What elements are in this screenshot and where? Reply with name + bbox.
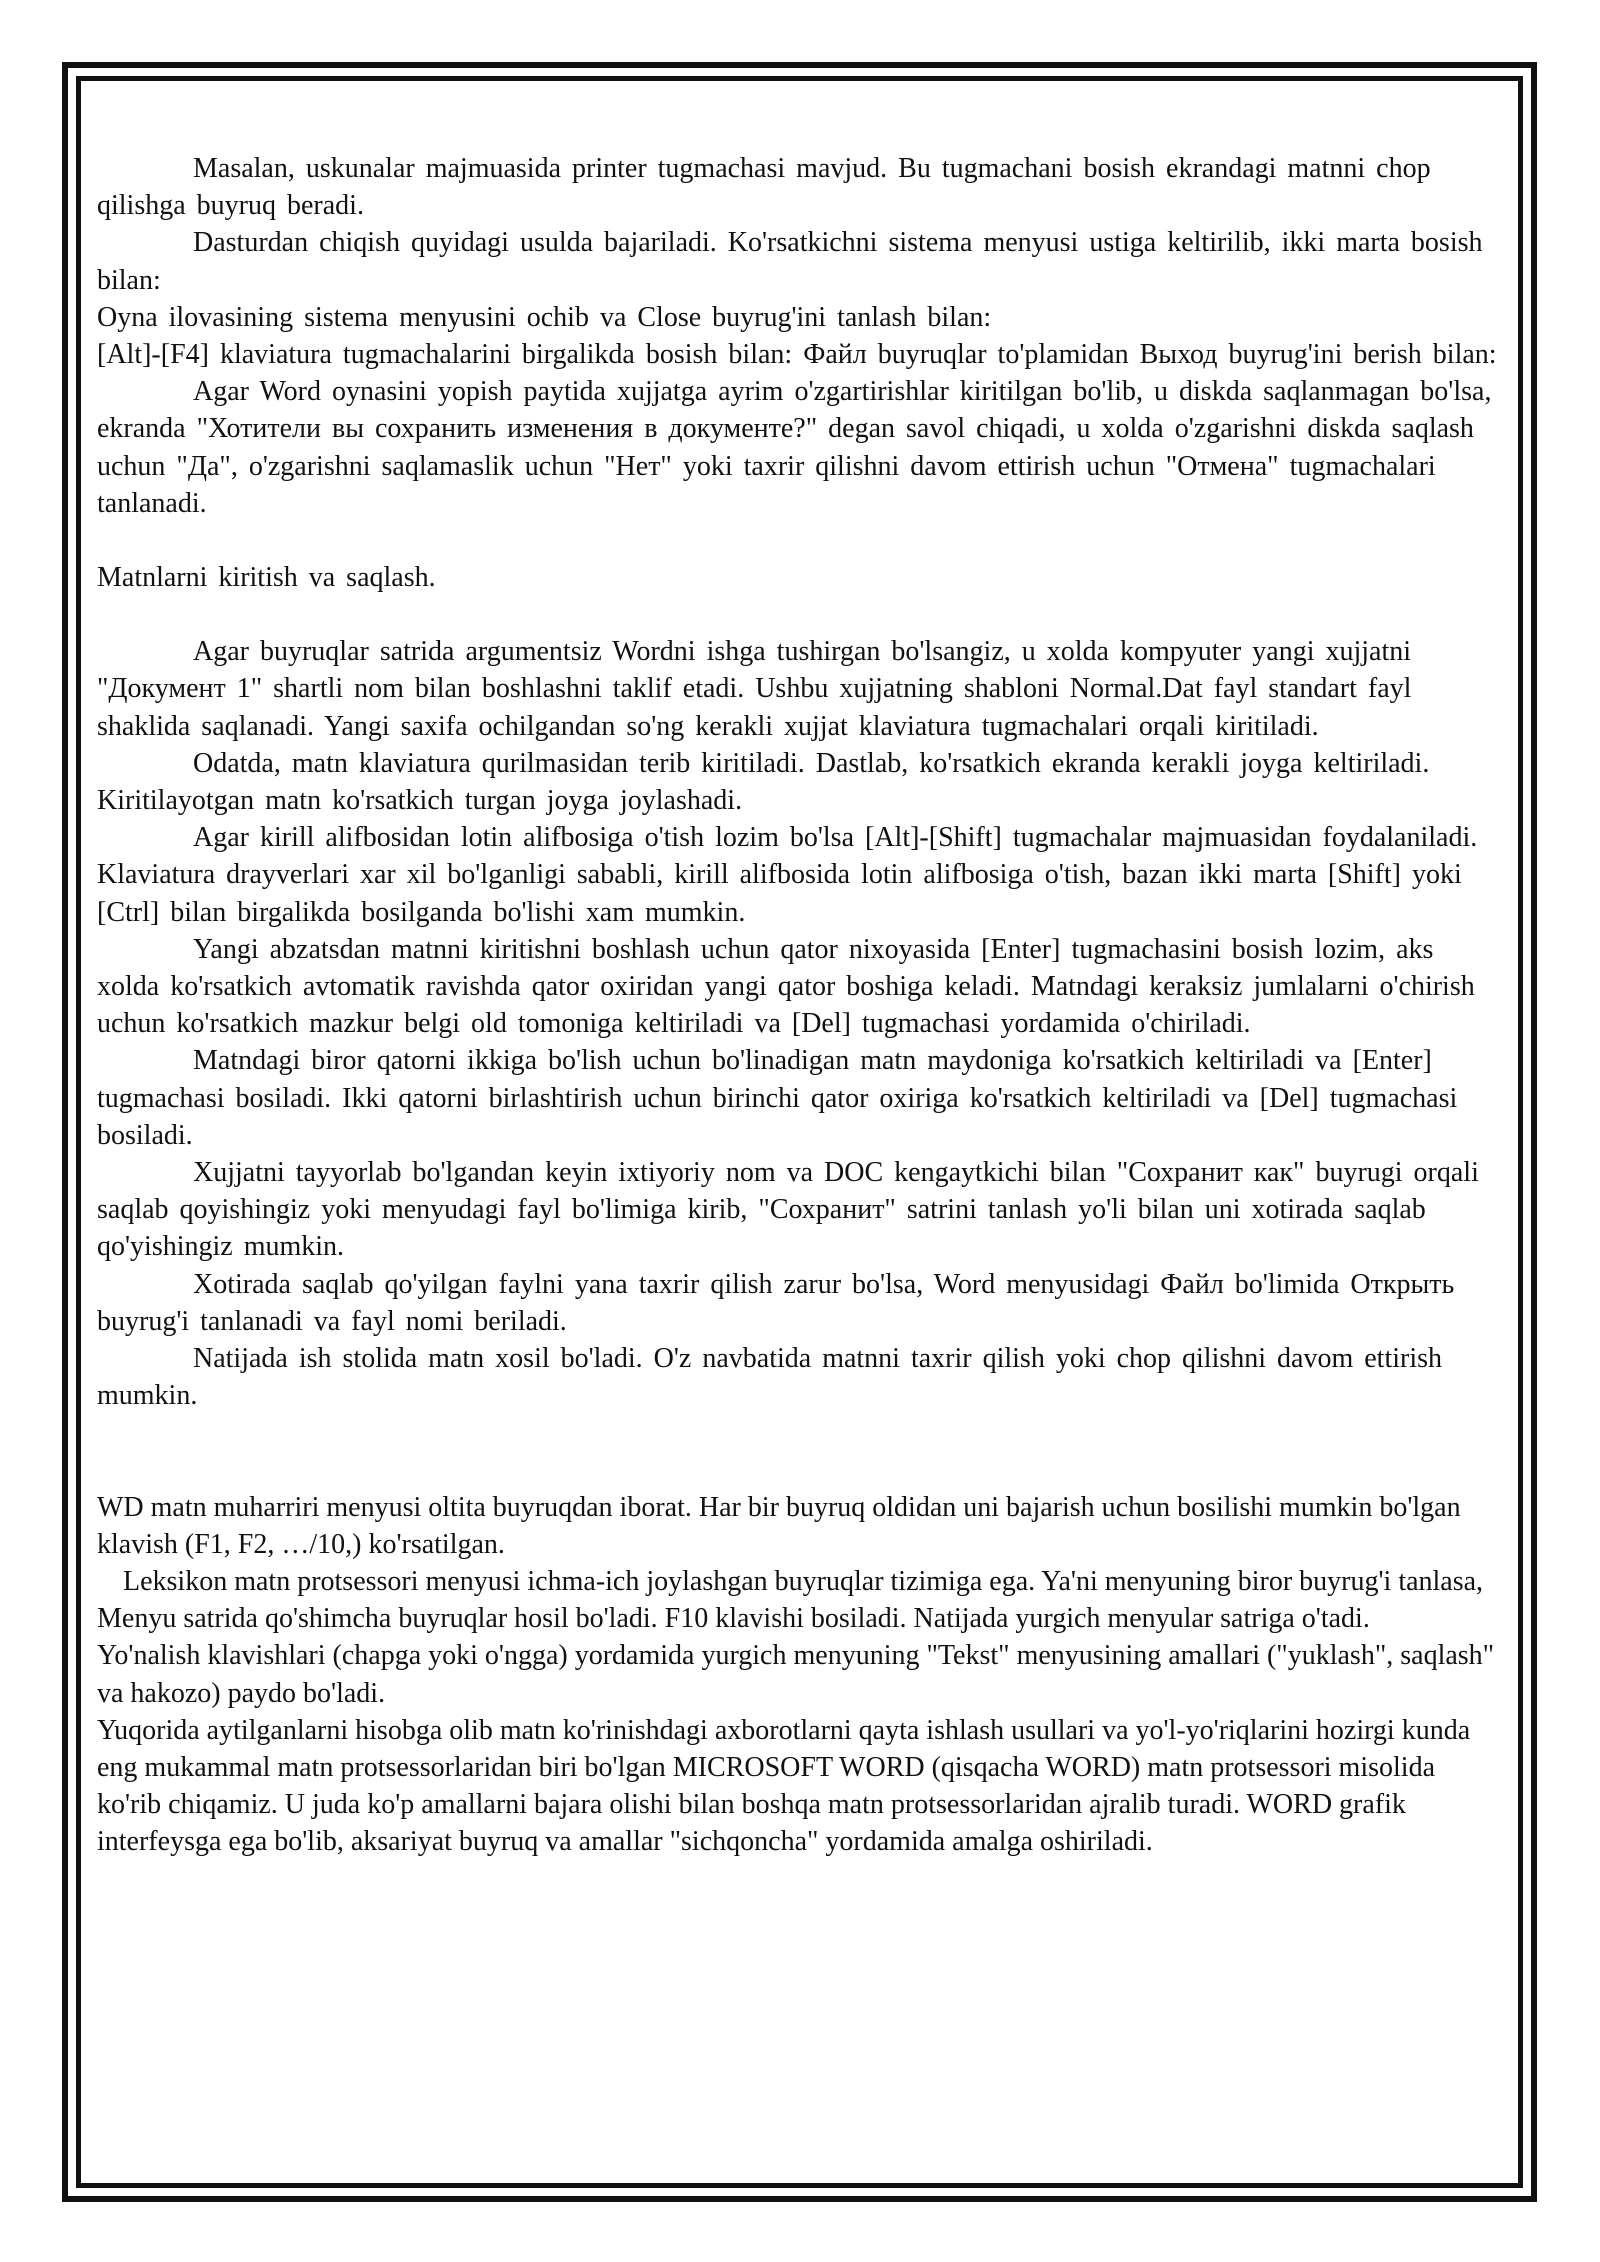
document-body — [97, 150, 1505, 1861]
document-section-word-basics — [97, 150, 1505, 1415]
paragraph-exit-program: Dasturdan chiqish quyidagi usulda bajariladi. Ko'rsatkichni sistema menyusi ustiga keltirilib, ikki marta bosish bilan: — [97, 227, 1483, 296]
spacer — [97, 596, 1505, 633]
paragraph-leksikon: Leksikon matn protsessori menyusi ichma-ich joylashgan buyruqlar tizimiga ega. Ya'ni menyuning biror buyrug'i tanlasa, Menyu satrida qo'shimcha buyruqlar hosil bo'ladi. F10 klavishi bosiladi. Natijada yurgich menyular satriga o'tadi. — [97, 1565, 1484, 1635]
paragraph-arrow-keys: Yo'nalish klavishlari (chapga yoki o'ngga) yordamida yurgich menyuning "Tekst" menyusining amallari ("yuklash", saqlash" va hakozo) paydo bo'ladi. — [97, 1640, 1495, 1709]
document-section-editors — [97, 1489, 1505, 1861]
paragraph-result: Natijada ish stolida matn xosil bo'ladi. O'z navbatida matnni taxrir qilish yoki chop qilishni davom ettirish mumkin. — [97, 1343, 1443, 1412]
paragraph-save-as: Xujjatni tayyorlab bo'lgandan keyin ixtiyoriy nom va DOC kengaytkichi bilan "Сохранит как" buyrugi orqali saqlab qoyishingiz yoki menyudagi fayl bo'limiga kirib, "Сохранит" satrini tanlash yo'li bilan uni xotirada saqlab qo'yishingiz mumkin. — [97, 1157, 1479, 1263]
paragraph-save-changes-dialog: Agar Word oynasini yopish paytida xujjatga ayrim o'zgartirishlar kiritilgan bo'lib, u diskda saqlanmagan bo'lsa, ekranda "Хотители вы сохранить изменения в документе?" degan savol chiqadi, u xolda o'zgarishni diskda saqlash uchun "Да", o'zgarishni saqlamaslik uchun "Нет" yoki taxrir qilishni davom ettirish uchun "Отмена" tugmachalari tanlanadi. — [97, 376, 1492, 519]
paragraph-open-file: Xotirada saqlab qo'yilgan faylni yana taxrir qilish zarur bo'lsa, Word menyusidagi Файл bo'limida Открыть buyrug'i tanlanadi va fayl nomi beriladi. — [97, 1268, 1455, 1337]
paragraph-new-paragraph: Yangi abzatsdan matnni kiritishni boshlash uchun qator nixoyasida [Enter] tugmachasini bosish lozim, aks xolda ko'rsatkich avtomatik ravishda qator oxiridan yangi qator boshiga keladi. Matndagi keraksiz jumlalarni o'chirish uchun ko'rsatkich mazkur belgi old tomoniga keltiriladi va [Del] tugmachasi yordamida o'chiriladi. — [97, 933, 1475, 1040]
paragraph-printer-button: Masalan, uskunalar majmuasida printer tugmachasi mavjud. Bu tugmachani bosish ekrandagi matnni chop qilishga buyruq beradi. — [97, 153, 1431, 222]
spacer — [97, 522, 1505, 559]
section-heading: Matnlarni kiritish va saqlash. — [97, 562, 436, 594]
paragraph-new-document: Agar buyruqlar satrida argumentsiz Wordni ishga tushirgan bo'lsangiz, u xolda kompyuter yangi xujjatni "Документ 1" shartli nom bilan boshlashni taklif etadi. Ushbu xujjatning shabloni Normal.Dat fayl standart fayl shaklida saqlanadi. Yangi saxifa ochilgandan so'ng kerakli xujjat klaviatura tugmachalari orqali kiritiladi. — [97, 636, 1412, 742]
paragraph-split-lines: Matndagi biror qatorni ikkiga bo'lish uchun bo'linadigan matn maydoniga ko'rsatkich keltiriladi va [Enter] tugmachasi bosiladi. Ikki qatorni birlashtirish uchun birinchi qator oxiriga ko'rsatkich keltiriladi va [Del] tugmachasi bosiladi. — [97, 1045, 1458, 1151]
paragraph-typing-text: Odatda, matn klaviatura qurilmasidan terib kiritiladi. Dastlab, ko'rsatkich ekranda kerakli joyga keltiriladi. Kiritilayotgan matn ko'rsatkich turgan joyga joylashadi. — [97, 747, 1430, 817]
paragraph-close-command: Oyna ilovasining sistema menyusini ochib va Close buyrug'ini tanlash bilan: — [97, 301, 992, 333]
paragraph-keyboard-layout: Agar kirill alifbosidan lotin alifbosiga o'tish lozim bo'lsa [Alt]-[Shift] tugmachalar majmuasidan foydalaniladi. Klaviatura drayverlari xar xil bo'lganligi sababli, kirill alifbosida lotin alifbosiga o'tish, bazan ikki marta [Shift] yoki [Ctrl] bilan birgalikda bosilganda bo'lishi xam mumkin. — [97, 822, 1478, 928]
paragraph-wd-editor: WD matn muharriri menyusi oltita buyruqdan iborat. Har bir buyruq oldidan uni bajarish uchun bosilishi mumkin bo'lgan klavish (F1, F2, …/10,) ko'rsatilgan. — [97, 1491, 1461, 1560]
paragraph-microsoft-word: Yuqorida aytilganlarni hisobga olib matn ko'rinishdagi axborotlarni qayta ishlash usullari va yo'l-yo'riqlarini hozirgi kunda eng mukammal matn protsessorlaridan biri bo'lgan MICROSOFT WORD (qisqacha WORD) matn protsessori misolida ko'rib chiqamiz. U juda ko'p amallarni bajara olishi bilan boshqa matn protsessorlaridan ajralib turadi. WORD grafik interfeysga ega bo'lib, aksariyat buyruq va amallar "sichqoncha" yordamida amalga oshiriladi. — [97, 1714, 1471, 1858]
paragraph-alt-f4: [Alt]-[F4] klaviatura tugmachalarini birgalikda bosish bilan: Файл buyruqlar to'plamidan Выход buyrug'ini berish bilan: — [97, 339, 1497, 371]
